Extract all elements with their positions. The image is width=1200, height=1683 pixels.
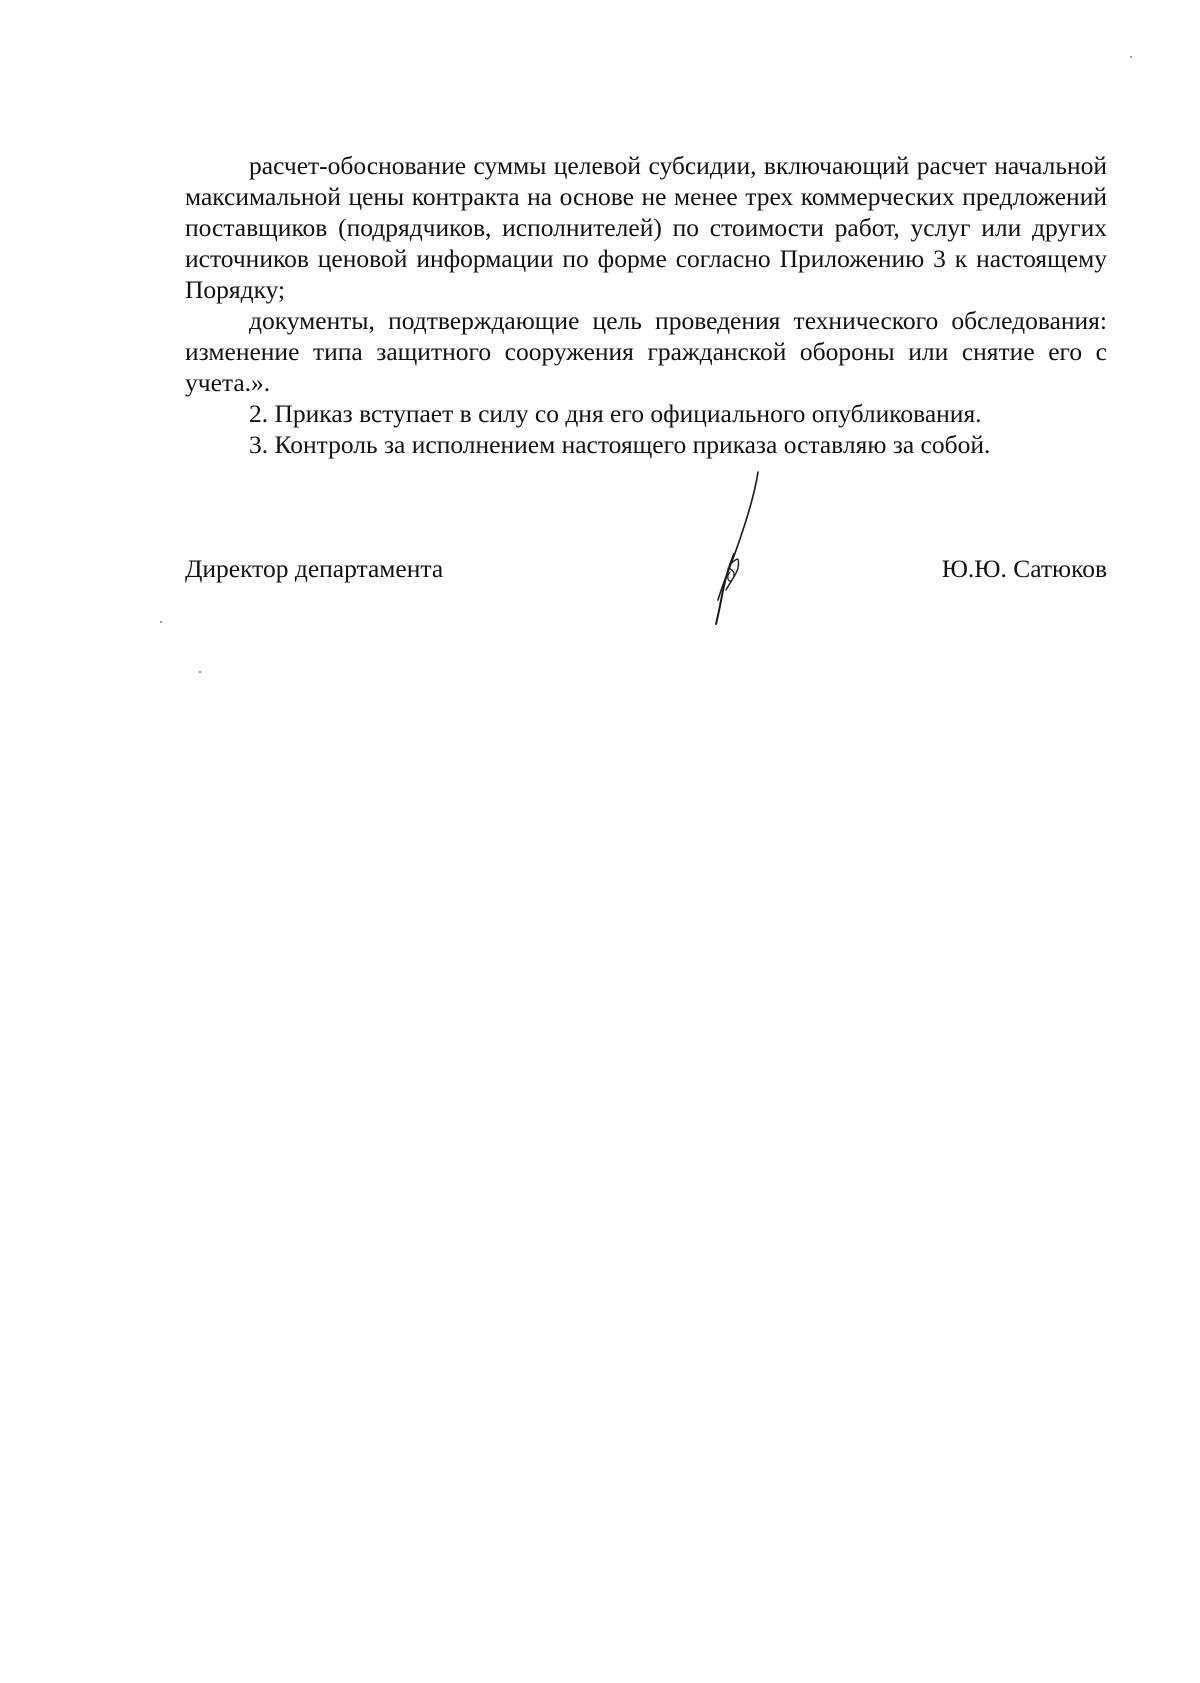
document-body	[185, 150, 1107, 460]
paragraph-control: 3. Контроль за исполнением настоящего приказа оставляю за собой.	[249, 430, 991, 459]
scan-speck	[199, 671, 201, 673]
paragraph-documents: документы, подтверждающие цель проведения технического обследования: изменение типа защитного сооружения гражданской обороны или снятие его с учета.».	[185, 306, 1107, 397]
signatory-position: Директор департамента	[185, 554, 444, 583]
handwritten-signature	[700, 468, 770, 628]
scan-speck	[1130, 56, 1132, 58]
paragraph-effective-date: 2. Приказ вступает в силу со дня его официального опубликования.	[249, 399, 982, 428]
paragraph-calculation: расчет-обоснование суммы целевой субсидии, включающий расчет начальной максимальной цены контракта на основе не менее трех коммерческих предложений поставщиков (подрядчиков, исполнителей) по стоимости работ, услуг или других источников ценовой информации по форме согласно Приложению 3 к настоящему Порядку;	[185, 151, 1107, 304]
signatory-name: Ю.Ю. Сатюков	[941, 554, 1107, 583]
signature-block	[185, 553, 1107, 593]
scan-speck	[160, 621, 162, 623]
